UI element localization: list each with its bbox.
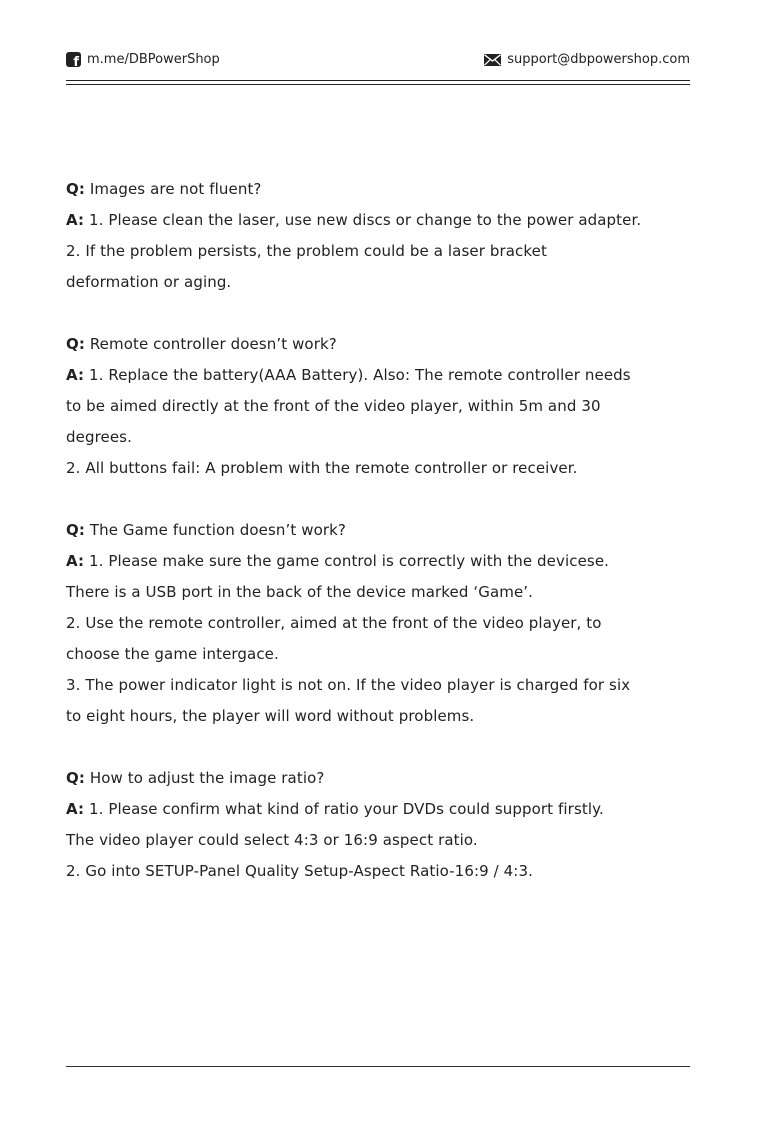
faq-answer-line: degrees. xyxy=(66,428,132,446)
faq-question xyxy=(66,174,692,205)
question-label: Q: xyxy=(66,769,85,787)
faq-question xyxy=(66,329,692,360)
faq-answer-line: to be aimed directly at the front of the video player, within 5m and 30 xyxy=(66,397,601,415)
question-label: Q: xyxy=(66,521,85,539)
answer-text: 1. Please confirm what kind of ratio your DVDs could support firstly. xyxy=(88,800,604,818)
faq-answer-line: 3. The power indicator light is not on. If the video player is charged for six xyxy=(66,676,631,694)
faq-answer-line xyxy=(66,205,692,236)
faq-answer-line: There is a USB port in the back of the device marked ‘Game’. xyxy=(66,583,534,601)
faq-answer-line: The video player could select 4:3 or 16:9 aspect ratio. xyxy=(66,831,478,849)
faq-question xyxy=(66,763,692,794)
faq-section xyxy=(66,174,692,887)
answer-text: 1. Replace the battery(AAA Battery). Also: The remote controller needs xyxy=(88,366,631,384)
header-rule-thick xyxy=(66,80,690,81)
faq-answer-line: 2. Go into SETUP-Panel Quality Setup-Aspect Ratio-16:9 / 4:3. xyxy=(66,862,533,880)
answer-text: 1. Please make sure the game control is correctly with the devicese. xyxy=(88,552,610,570)
faq-answer-line: 2. Use the remote controller, aimed at the front of the video player, to xyxy=(66,614,602,632)
answer-label: A: xyxy=(66,800,85,818)
faq-answer-line: 2. All buttons fail: A problem with the remote controller or receiver. xyxy=(66,459,578,477)
page-header xyxy=(66,52,690,76)
facebook-contact[interactable] xyxy=(66,52,220,70)
faq-answer-line: 2. If the problem persists, the problem could be a laser bracket xyxy=(66,242,547,260)
faq-question xyxy=(66,515,692,546)
facebook-link-text[interactable]: m.me/DBPowerShop xyxy=(87,52,220,67)
question-text: The Game function doesn’t work? xyxy=(89,521,346,539)
question-label: Q: xyxy=(66,180,85,198)
answer-label: A: xyxy=(66,366,85,384)
email-contact[interactable] xyxy=(484,52,690,67)
question-text: Images are not fluent? xyxy=(89,180,262,198)
faq-answer-line: to eight hours, the player will word without problems. xyxy=(66,707,475,725)
question-text: Remote controller doesn’t work? xyxy=(89,335,337,353)
faq-answer-line xyxy=(66,546,692,577)
question-text: How to adjust the image ratio? xyxy=(89,769,325,787)
header-rule-thin xyxy=(66,84,690,85)
question-label: Q: xyxy=(66,335,85,353)
faq-answer-line: deformation or aging. xyxy=(66,273,232,291)
facebook-icon: f xyxy=(66,52,81,67)
answer-text: 1. Please clean the laser, use new discs or change to the power adapter. xyxy=(88,211,642,229)
answer-label: A: xyxy=(66,211,85,229)
email-link-text[interactable]: support@dbpowershop.com xyxy=(507,52,690,67)
faq-answer-line xyxy=(66,360,692,391)
faq-answer-line: choose the game intergace. xyxy=(66,645,279,663)
envelope-icon xyxy=(484,54,501,66)
footer-rule xyxy=(66,1066,690,1067)
faq-answer-line xyxy=(66,794,692,825)
answer-label: A: xyxy=(66,552,85,570)
